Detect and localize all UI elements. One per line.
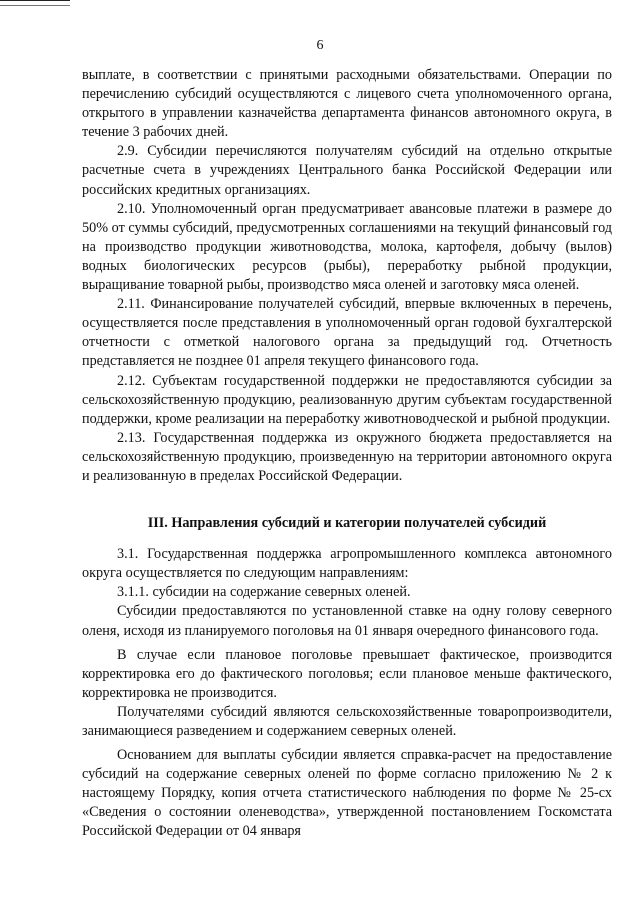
corner-mark [0, 0, 70, 6]
heading-spacer [82, 533, 612, 545]
paragraph-correction: В случае если плановое поголовье превышает фактическое, производится корректировка его до фактического поголовья; если плановое меньше фактического, корректировка не производится. [82, 646, 612, 701]
section-heading: III. Направления субсидий и категории получателей субсидий [147, 515, 547, 532]
paragraph-continuation: выплате, в соответствии с принятыми расходными обязательствами. Операции по перечислению субсидий осуществляются с лицевого счета уполномоченного органа, открытого в управлении казначейства департамента финансов автономного округа, в течение 3 рабочих дней. [82, 67, 612, 141]
document-body [82, 66, 612, 842]
paragraph-basis: Основанием для выплаты субсидии является справка-расчет на предоставление субсидий на содержание северных оленей по форме согласно приложению № 2 к настоящему Порядку, копия отчета статистического наблюдения по форме № 25-сх «Сведения о состоянии оленеводства», утвержденной постановлением Госкомстата Российской Федерации от 04 января [82, 747, 612, 840]
paragraph-3-1: 3.1. Государственная поддержка агропромышленного комплекса автономного округа осуществляется по следующим направлениям: [82, 546, 612, 582]
paragraph-subsidy-rate: Субсидии предоставляются по установленной ставке на одну голову северного оленя, исходя из планируемого поголовья на 01 января очередного финансового года. [82, 603, 612, 639]
page-number: 6 [316, 38, 324, 53]
paragraph-recipients: Получателями субсидий являются сельскохозяйственные товаропроизводители, занимающиеся разведением и содержанием северных оленей. [82, 703, 612, 739]
paragraph-2-11: 2.11. Финансирование получателей субсидий, впервые включенных в перечень, осуществляется после представления в уполномоченный орган годовой бухгалтерской отчетности с отметкой налогового органа за предыдущий год. Отчетность представляется не позднее 01 апреля текущего финансового года. [82, 296, 612, 370]
paragraph-2-13: 2.13. Государственная поддержка из окружного бюджета предоставляется на сельскохозяйственную продукцию, произведенную на территории автономного округа и реализованную в пределах Российской Федерации. [82, 429, 612, 484]
paragraph-2-10: 2.10. Уполномоченный орган предусматривает авансовые платежи в размере до 50% от суммы субсидий, предусмотренных соглашениями на текущий финансовый год на производство продукции животноводства, молока, картофеля, добычу (вылов) водных биологических ресурсов (рыбы), переработку рыбной продукции, выращивание товарной рыбы, производство мяса оленей и заготовку мяса оленей. [82, 200, 612, 294]
paragraph-3-1-1: 3.1.1. субсидии на содержание северных оленей. [117, 584, 411, 601]
paragraph-2-9: 2.9. Субсидии перечисляются получателям субсидий на отдельно открытые расчетные счета в учреждениях Центрального банка Российской Федерации или российских кредитных организациях. [82, 143, 612, 198]
section-spacer [82, 486, 612, 514]
paragraph-2-12: 2.12. Субъектам государственной поддержки не предоставляются субсидии за сельскохозяйственную продукцию, реализованную другим субъектам государственной поддержки, кроме реализации на переработку животноводческой и рыбной продукции. [82, 372, 612, 427]
